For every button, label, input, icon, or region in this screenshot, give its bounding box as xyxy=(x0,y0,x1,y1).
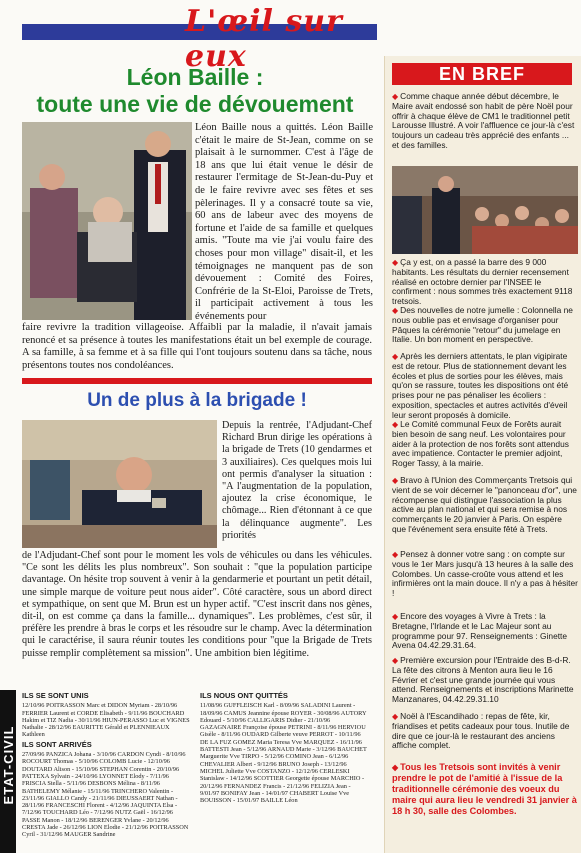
bullet-icon: ◆ xyxy=(392,476,399,485)
bullet-icon: ◆ xyxy=(392,92,399,101)
etat-civil-section xyxy=(22,690,372,850)
article-2-text-continued: de l'Adjudant-Chef sont pour le moment les vols de véhicules ou dans les véhicules. "Ce sont les délits les plus nombreux". Son souhait : "que la population participe davantage. On hésite trop souvent à venir à la gendarmerie et pourtant un petit détail, une simple marque de voiture peut nous aider". Côté caractère, sous un abord direct et sympathique, on sent que M. Brun est un hyper actif. "C'est inscrit dans nos gènes, dit-il, on est comme ça dans la famille... dynamiques". Les problèmes, c'est sûr, il préfère les prendre à bras le corps et les résoudre sur le champ. Avec la détermination qui le caractérise, il saura réunir toutes les conditions pour "que la Brigade de Trets puisse remplir complètement sa mission". Une ambition bien légitime. xyxy=(22,550,372,659)
bullet-icon: ◆ xyxy=(392,612,399,621)
children-photo-illustration xyxy=(392,166,578,254)
quittes-list: 11/08/96 GUFFLEISCH Karl - 8/09/96 SALADINI Laurent - 18/09/96 CAMUS Jeannine épouse ROYER - 30/08/96 AUTORY Edouard - 5/10/96 CALLIGARIS Didier - 21/10/96 GAZAGNAIRE Françoise épouse PETRINI - 8/11/96 HERVIOU Gisèle - 8/11/96 OUDARD Gilberte veuve PERROT - 10/11/96 DE LA FUZ GOMEZ Maria Teresa Vve MARQUEZ - 16/11/96 BATTESTI Jean - 5/12/96 ARNAUD Marie - 3/12/96 BAUCHET Marguerite Vve TIRPO - 5/12/96 COMINO Jean - 6/12/96 CHEVALIER Albert - 9/12/96 BRUNO Joseph - 13/12/96 MICHEL Juliette Vve COSTANZO - 12/12/96 CERLESKI Stanislaw - 14/12/96 SCOTTIER Georgette épouse MARCHIO - 20/12/96 FERNANDEZ Francis - 21/12/96 FELIZIA Jean - 9/01/97 BONIFAY Jean - 14/01/97 CHABERT Louise Vve BOUISSON - 15/01/97 BAILLE Léon xyxy=(200,702,367,805)
article-1-headline-line2: toute une vie de dévouement xyxy=(36,91,354,117)
en-bref-intro xyxy=(392,92,578,151)
bullet-icon: ◆ xyxy=(392,306,399,315)
gendarme-photo-illustration xyxy=(22,420,217,548)
bullet-icon: ◆ xyxy=(392,352,399,361)
bullet-icon: ◆ xyxy=(392,550,399,559)
bullet-icon: ◆ xyxy=(392,656,399,665)
en-bref-item: ◆ Des nouvelles de notre jumelle : Colonnella ne nous oublie pas et envisage d'organiser pour Pâques la cérémonie "retour" du jumelage en Italie. Un bon moment en perspective. xyxy=(392,305,573,345)
section-title: L'œil sur eux xyxy=(185,4,343,74)
article-1-text-column: Léon Baille nous a quittés. Léon Baille c'était le maire de St-Jean, comme on se plaisait à le surnommer. C'est à l'âge de 18 ans que lui était venue le désir de restaurer l'ermitage de St-Jean-du-Puy et de le faire revivre avec ses fêtes et ses pèlerinages. Il y a consacré toute sa vie, 60 ans de labeur avec des moyens de fortune et l'aide de sa famille et quelques amis. "Toute ma vie j'ai voulu faire des choses pour mon village" disait-il, et les témoignages ne manquent pas de son dévouement : Comité des Foires, Confrérie de la St-Eloi, Paroisse de Trets, il participait activement à tous les événements pour xyxy=(195,122,373,322)
article-1-text-continued: faire revivre la tradition villageoise. Affaibli par la maladie, il n'avait jamais renoncé et sa présence à toutes les manifestations était un bel exemple de courage. A sa famille, à sa femme et à sa fille qui l'ont toujours soutenu dans sa tâche, nous présentons toutes nos condoléances. xyxy=(22,322,372,371)
en-bref-item: ◆ Première excursion pour l'Entraide des B-d-R. La fête des citrons à Menton aura lieu le 16 Février et c'est une grande journée qui vous attend. Renseignements et inscriptions Marinette Manzanares, 04.42.29.31.10 xyxy=(392,655,574,705)
quittes-heading: ILS NOUS ONT QUITTÉS xyxy=(200,691,288,700)
unis-list: 12/10/96 POITRASSON Marc et DIDON Myriam - 28/10/96 FERRIER Laurent et CORDE Elisabeth - 9/11/96 BOUCHARD Hakim et TIZ Nadia - 30/11/96 HIUN-PERASSO Luc et VIGNES Nathalie - 28/12/96 EAURITTE Gérald et PLENNIEAUX Kathleen xyxy=(22,702,190,739)
arrives-heading: ILS SONT ARRIVÉS xyxy=(22,739,92,749)
en-bref-item: ◆ Noël à l'Escandihado : repas de fête, kir, friandises et petits cadeaux pour tous. Inutile de dire que ce jour-là le restaurant des anciens affiche complet. xyxy=(392,711,570,751)
en-bref-item: ◆ Encore des voyages à Vivre à Trets : la Bretagne, l'Irlande et le Lac Majeur sont au programme pour 97. Renseignements : Ginette Avena 04.42.29.31.64. xyxy=(392,611,568,651)
en-bref-invitation xyxy=(392,762,578,817)
section-divider xyxy=(22,378,372,384)
en-bref-intro-text: Comme chaque année début décembre, le Maire avait endossé son habit de père Noël pour offrir à chaque élève de CM1 le traditionnel petit Larousse Illustré. A voir l'affluence ce jour-là c'est toujours un cadeau très apprécié des enfants ... et des familles. xyxy=(392,91,575,150)
bullet-icon: ◆ xyxy=(392,420,399,429)
bullet-icon: ◆ xyxy=(392,258,399,267)
unis-heading: ILS SE SONT UNIS xyxy=(22,691,89,700)
article-2-text-column: Depuis la rentrée, l'Adjudant-Chef Richard Brun dirige les opérations à la brigade de Trets (10 gendarmes et 3 auxiliaires). Ces quelques mois lui ont permis d'analyser la situation : "A l'augmentation de la population, ajoutez la crise économique, le chômage... Rien d'étonnant à ce que la délinquance augmente". Les priorités xyxy=(222,420,372,541)
en-bref-item: ◆ Le Comité communal Feux de Forêts aurait bien besoin de sang neuf. Les volontaires pour aider à la protection de nos forêts sont attendus avec impatience. Contacter le premier adjoint, Roger Tassy, à la mairie. xyxy=(392,419,569,469)
article-1-photo xyxy=(22,122,192,320)
en-bref-item: ◆ Bravo à l'Union des Commerçants Tretsois qui vient de se voir décerner le "panonceau d'or", une récompense qui distingue l'association la plus active au plan national et qui sera remise à nos commerçants le 20 janvier à Paris. On espère que l'événement sera ensuite fêté à Trets. xyxy=(392,475,577,534)
bullet-icon: ◆ xyxy=(392,763,399,772)
etat-civil-label: ETAT-CIVIL xyxy=(1,725,16,805)
article-1-headline-line1: Léon Baille : xyxy=(126,64,264,90)
etat-civil-column-right xyxy=(200,690,370,804)
en-bref-item: ◆ Pensez à donner votre sang : on compte sur vous le 1er Mars jusqu'à 13 heures à la salle des Colombes. Un casse-croûte vous attend et les infirmières ont la main douce. Il n'y a pas à hésiter ! xyxy=(392,549,578,599)
family-photo-illustration xyxy=(22,122,192,320)
article-2-photo xyxy=(22,420,217,548)
bullet-icon: ◆ xyxy=(392,712,399,721)
en-bref-item: ◆ Ça y est, on a passé la barre des 9 000 habitants. Les résultats du dernier recensement réalisé en octobre dernier par l'INSEE le confirment : nous sommes très exactement 9118 tretsois. xyxy=(392,257,573,307)
arrives-list: 27/09/96 PANZICA Johana - 3/10/96 CARDON Cyndi - 8/10/96 ROCOURT Thomas - 5/10/96 COLOMB Lucie - 12/10/96 DOUTARD Alison - 15/10/96 STEPHAN Corentin - 20/10/96 PATTEXA Sylvain - 24/10/96 LYONNET Elody - 7/11/96 FRISCIA Stella - 5/11/96 DESBONS Mélina - 8/11/96 BATHELEMY Mélanie - 15/11/96 TRINCHERO Valentin - 23/11/96 GIALLO Candy - 21/11/96 DIEUSSAERT Nathan - 28/11/96 FRANCESCHI Florent - 4/12/96 JAQUINTA Elsa - 7/12/96 TOUCHARD Léo - 7/12/96 NUTZ Gaël - 16/12/96 PASSE Manon - 18/12/96 BERENGER Yvlane - 20/12/96 CRESTA Jade - 26/12/96 LION Elodie - 21/12/96 POITRASSON Cyril - 31/12/96 MAUGER Sandrine xyxy=(22,751,189,839)
en-bref-invitation-text: Tous les Tretsois sont invités à venir prendre le pot de l'amitié à l'issue de la traditionnelle cérémonie des voeux du maire qui aura lieu le vendredi 31 janvier à 18 h 30, salle des Colombes. xyxy=(392,762,577,816)
article-2-headline: Un de plus à la brigade ! xyxy=(87,390,307,411)
en-bref-title: EN BREF xyxy=(392,63,572,85)
article-1-headline xyxy=(20,64,370,118)
en-bref-item: ◆ Après les derniers attentats, le plan vigipirate est de retour. Plus de stationnement devant les écoles et plus de sorties pour les élèves, mais qu'on se rassure, toutes les dispositions ont été prises pour ne pas pénaliser les écoliers : exposition, spectacles et autres activités d'éveil leur seront proposés à domicile. xyxy=(392,351,569,420)
en-bref-photo xyxy=(392,166,578,254)
etat-civil-column-left xyxy=(22,690,192,839)
